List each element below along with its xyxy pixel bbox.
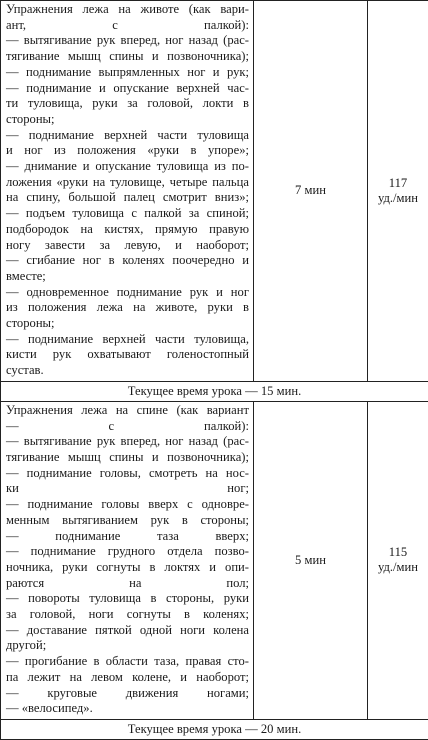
text-line: ночника, руки согнуты в локтях и опи- [6, 560, 249, 576]
text-line: тягивание мышц спины и позвоночника); [6, 450, 249, 466]
text-line: сустав. [6, 363, 249, 379]
text-line: — доставание пяткой одной ноги колена [6, 623, 249, 639]
table-row [1, 381, 428, 401]
text-line: па лежит на левом колене, и наоборот; [6, 670, 249, 686]
text-line: — сгибание ног в коленях поочередно и [6, 253, 249, 269]
text-line: — с палкой): [6, 419, 249, 435]
text-line: Упражнения лежа на животе (как вари- [6, 2, 249, 18]
text-line: — поднимание головы, смотреть на нос- [6, 466, 249, 482]
text-line: — днимание и опускание туловища из по- [6, 159, 249, 175]
text-line: — поднимание и опускание верхней час- [6, 81, 249, 97]
text-line: другой; [6, 638, 249, 654]
lesson-time-row: Текущее время урока — 20 мин. [1, 719, 428, 739]
text-line: — подъем туловища с палкой за спиной; [6, 206, 249, 222]
text-line: подбородок на кистях, прямую правую [6, 222, 249, 238]
text-line: — поднимание таза вверх; [6, 529, 249, 545]
text-line: — поднимание выпрямленных ног и рук; [6, 65, 249, 81]
text-line: — вытягивание рук вперед, ног назад (рас- [6, 434, 249, 450]
text-line: — поднимание верхней части туловища, [6, 332, 249, 348]
text-line: — поднимание грудного отдела позво- [6, 544, 249, 560]
duration-cell: 5 мин [254, 401, 368, 719]
text-line: — прогибание в области таза, правая сто- [6, 654, 249, 670]
text-line: кисти рук охватывают голеностопный [6, 347, 249, 363]
heart-rate-unit: уд./мин [378, 560, 418, 574]
text-line: ант, с палкой): [6, 18, 249, 34]
table-row [1, 719, 428, 739]
text-line: ти туловища, руки за головой, локти в [6, 96, 249, 112]
heart-rate-cell [368, 401, 428, 719]
text-line: раются на пол; [6, 576, 249, 592]
text-line: — вытягивание рук вперед, ног назад (рас- [6, 33, 249, 49]
text-line: тягивание мышц спины и позвоночника); [6, 49, 249, 65]
text-line: из положения лежа на животе, руки в [6, 300, 249, 316]
text-line: вместе; [6, 269, 249, 285]
table-row [1, 1, 428, 382]
heart-rate-cell [368, 1, 428, 382]
text-line: и ног из положения «руки в упоре»; [6, 143, 249, 159]
text-line: — одновременное поднимание рук и ног [6, 285, 249, 301]
text-line: ки ног; [6, 481, 249, 497]
text-line: — повороты туловища в стороны, руки [6, 591, 249, 607]
duration-cell: 7 мин [254, 1, 368, 382]
text-line: ложения «руки на туловище, четыре пальца [6, 175, 249, 191]
heart-rate-value: 117 [389, 176, 407, 190]
text-line: — «велосипед». [6, 701, 249, 717]
exercise-description-supine [1, 401, 254, 719]
text-line: — поднимание верхней части туловища [6, 128, 249, 144]
text-line: Упражнения лежа на спине (как вариант [6, 403, 249, 419]
text-line: за головой, ноги согнуты в коленях; [6, 607, 249, 623]
text-line: — круговые движения ногами; [6, 686, 249, 702]
lesson-time-row: Текущее время урока — 15 мин. [1, 381, 428, 401]
text-line: ногу завести за левую, и наоборот; [6, 238, 249, 254]
text-line: менным вытягиванием рук в стороны; [6, 513, 249, 529]
table-row [1, 401, 428, 719]
heart-rate-value: 115 [389, 545, 407, 559]
text-line: — поднимание головы вверх с одновре- [6, 497, 249, 513]
heart-rate-unit: уд./мин [378, 191, 418, 205]
text-line: на спину, большой палец смотрит вниз»; [6, 190, 249, 206]
exercise-description-prone [1, 1, 254, 382]
text-line: стороны; [6, 316, 249, 332]
text-line: стороны; [6, 112, 249, 128]
